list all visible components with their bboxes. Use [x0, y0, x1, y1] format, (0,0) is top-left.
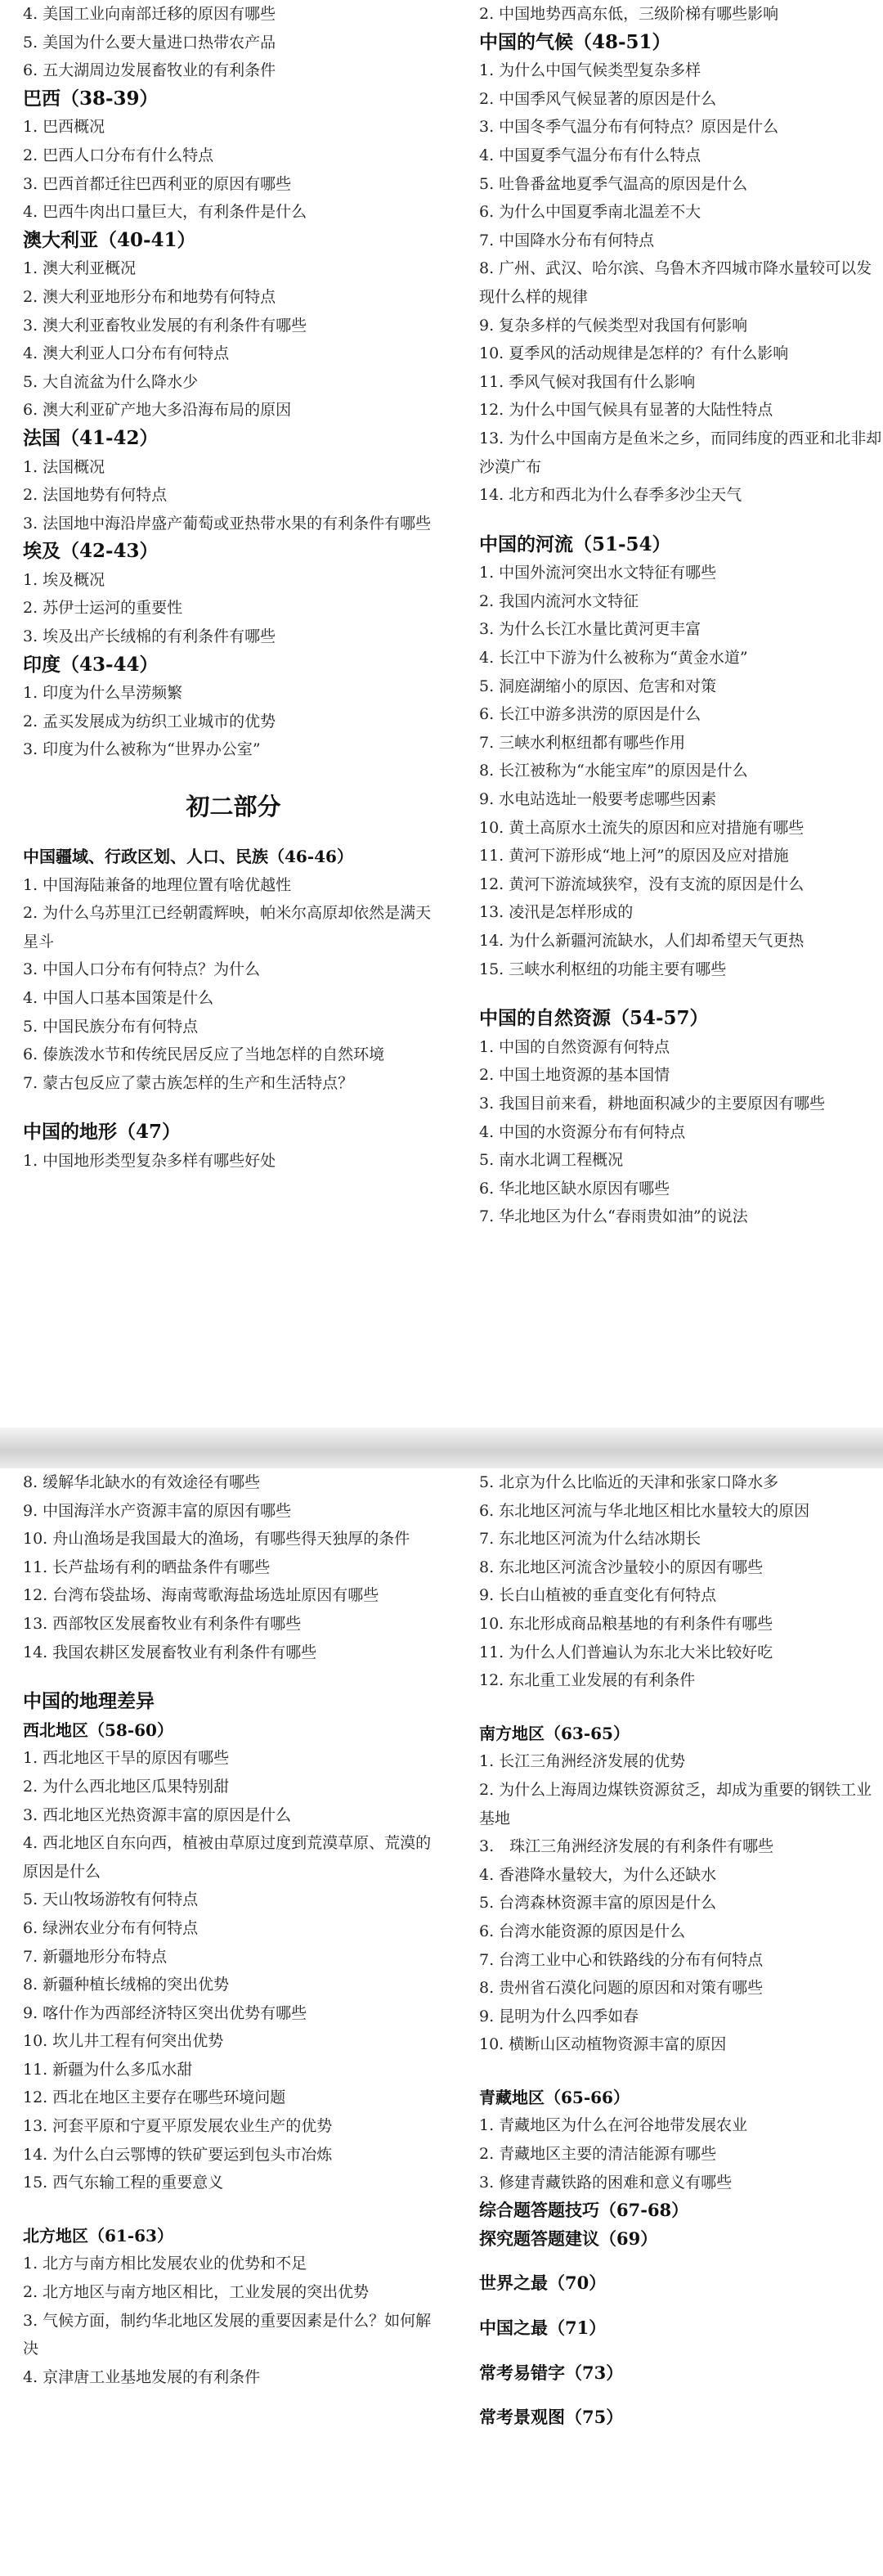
list-item: 8. 新疆种植长绒棉的突出优势: [23, 1976, 230, 1994]
list-item: 15. 西气东输工程的重要意义: [23, 2174, 224, 2192]
list-item: 10. 横断山区动植物资源丰富的原因: [479, 2035, 727, 2054]
list-item: 4. 美国工业向南部迁移的原因有哪些: [23, 5, 276, 23]
list-item: 1. 巴西概况: [23, 118, 105, 137]
list-item: 7. 华北地区为什么“春雨贵如油”的说法: [479, 1207, 748, 1226]
list-item: 4. 京津唐工业基地发展的有利条件: [23, 2367, 261, 2386]
list-item: 9. 长白山植被的垂直变化有何特点: [479, 1586, 717, 1605]
list-item: 1. 长江三角洲经济发展的优势: [479, 1752, 686, 1771]
list-item: 3. 我国目前来看，耕地面积减少的主要原因有哪些: [479, 1094, 826, 1113]
list-item: 4. 中国夏季气温分布有什么特点: [479, 146, 701, 164]
list-item: 5. 南水北调工程概况: [479, 1151, 624, 1170]
list-item: 4. 澳大利亚人口分布有何特点: [23, 344, 230, 363]
list-item: 3. 为什么长江水量比黄河更丰富: [479, 620, 701, 639]
list-item: 11. 季风气候对我国有什么影响: [479, 372, 696, 391]
list-item: 10. 夏季风的活动规律是怎样的？有什么影响: [479, 344, 789, 363]
toc-entry: 常考易错字（73）: [479, 2362, 624, 2383]
list-item: 12. 为什么中国气候具有显著的大陆性特点: [479, 401, 773, 420]
section-heading: 法国（41-42）: [23, 426, 159, 449]
list-item: 2. 法国地势有何特点: [23, 486, 168, 505]
list-item: 1. 中国外流河突出水文特征有哪些: [479, 564, 717, 582]
section-heading: 埃及（42-43）: [23, 540, 159, 563]
toc-entry: 综合题答题技巧（67-68）: [479, 2200, 689, 2221]
list-item: 1. 中国海陆兼备的地理位置有啥优越性: [23, 875, 292, 894]
list-item: 6. 台湾水能资源的原因是什么: [479, 1922, 686, 1940]
list-item: 10. 舟山渔场是我国最大的渔场，有哪些得天独厚的条件: [23, 1530, 410, 1549]
section-heading: 中国的河流（51-54）: [479, 533, 671, 555]
list-item: 6. 傣族泼水节和传统民居反应了当地怎样的自然环境: [23, 1045, 385, 1064]
list-item: 3. 中国人口分布有何特点？为什么: [23, 960, 261, 979]
list-item: 8. 贵州省石漠化问题的原因和对策有哪些: [479, 1979, 764, 1998]
list-item: 9. 中国海洋水产资源丰富的原因有哪些: [23, 1501, 292, 1520]
list-item: 11. 黄河下游形成“地上河”的原因及应对措施: [479, 847, 789, 865]
list-item: 12. 西北在地区主要存在哪些环境问题: [23, 2088, 286, 2107]
page1-right-column: [479, 0, 883, 1231]
section-heading: 巴西（38-39）: [23, 87, 159, 110]
list-item: 5. 美国为什么要大量进口热带农产品: [23, 33, 276, 52]
list-item: 7. 新疆地形分布特点: [23, 1947, 168, 1966]
section-heading: 中国的地形（47）: [23, 1121, 182, 1144]
list-item: 6. 绿洲农业分布有何特点: [23, 1918, 199, 1937]
list-item: 13. 河套平原和宁夏平原发展农业生产的优势: [23, 2117, 333, 2136]
part-title: 初二部分: [186, 793, 281, 821]
list-item: 13. 西部牧区发展畜牧业有利条件有哪些: [23, 1614, 302, 1633]
list-item: 2. 中国地势西高东低，三级阶梯有哪些影响: [479, 5, 779, 23]
list-item: 13. 凌汛是怎样形成的: [479, 903, 634, 922]
toc-entry: 中国之最（71）: [479, 2318, 607, 2339]
list-item: 6. 澳大利亚矿产地大多沿海布局的原因: [23, 401, 292, 420]
list-item: 11. 新疆为什么多瓜水甜: [23, 2060, 193, 2079]
list-item: 2. 巴西人口分布有什么特点: [23, 146, 214, 164]
list-item: 14. 为什么白云鄂博的铁矿要运到包头市冶炼: [23, 2145, 333, 2164]
list-item: 2. 中国土地资源的基本国情: [479, 1066, 670, 1085]
list-item: 3. 气候方面，制约华北地区发展的重要因素是什么？如何解决: [23, 2311, 432, 2358]
section-heading: 印度（43-44）: [23, 653, 159, 676]
list-item: 5. 中国民族分布有何特点: [23, 1017, 199, 1036]
list-item: 2. 我国内流河水文特征: [479, 591, 639, 610]
list-item: 5. 台湾森林资源丰富的原因是什么: [479, 1894, 717, 1913]
list-item: 9. 喀什作为西部经济特区突出优势有哪些: [23, 2003, 307, 2022]
list-item: 1. 法国概况: [23, 457, 105, 476]
list-item: 15. 三峡水利枢纽的功能主要有哪些: [479, 960, 727, 978]
list-item: 2. 青藏地区主要的清洁能源有哪些: [479, 2145, 717, 2164]
list-item: 6. 为什么中国夏季南北温差不大: [479, 203, 701, 222]
list-item: 1. 北方与南方相比发展农业的优势和不足: [23, 2255, 307, 2273]
toc-entry: 探究题答题建议（69）: [479, 2228, 658, 2249]
section-heading: 中国的气候（48-51）: [479, 30, 671, 53]
list-item: 12. 东北重工业发展的有利条件: [479, 1671, 696, 1690]
list-item: 9. 复杂多样的气候类型对我国有何影响: [479, 316, 748, 335]
page-separator: [0, 1427, 883, 1468]
subsection-heading: 南方地区（63-65）: [479, 1723, 630, 1743]
list-item: 10. 东北形成商品粮基地的有利条件有哪些: [479, 1614, 773, 1633]
list-item: 2. 为什么乌苏里江已经朝霞辉映，帕米尔高原却依然是满天星斗: [23, 904, 432, 951]
list-item: 7. 东北地区河流为什么结冰期长: [479, 1530, 701, 1549]
list-item: 5. 吐鲁番盆地夏季气温高的原因是什么: [479, 174, 748, 193]
list-item: 2. 澳大利亚地形分布和地势有何特点: [23, 287, 276, 306]
list-item: 3. 埃及出产长绒棉的有利条件有哪些: [23, 627, 276, 646]
toc-entry: 世界之最（70）: [479, 2273, 607, 2294]
list-item: 12. 黄河下游流域狭窄，没有支流的原因是什么: [479, 874, 805, 893]
toc-entry: 常考景观图（75）: [479, 2407, 624, 2428]
list-item: 4. 香港降水量较大，为什么还缺水: [479, 1865, 717, 1884]
subsection-heading: 中国疆域、行政区划、人口、民族（46-46）: [23, 847, 353, 867]
page1-left-column: [23, 0, 444, 1176]
subsection-heading: 北方地区（61-63）: [23, 2225, 173, 2246]
list-item: 9. 昆明为什么四季如春: [479, 2007, 639, 2025]
list-item: 1. 埃及概况: [23, 570, 105, 589]
list-item: 8. 缓解华北缺水的有效途径有哪些: [23, 1473, 261, 1491]
list-item: 3. 西北地区光热资源丰富的原因是什么: [23, 1805, 292, 1824]
page2-right-column: [479, 1468, 883, 2432]
list-item: 6. 东北地区河流与华北地区相比水量较大的原因: [479, 1501, 810, 1520]
list-item: 2. 北方地区与南方地区相比，工业发展的突出优势: [23, 2283, 370, 2302]
list-item: 14. 为什么新疆河流缺水，人们却希望天气更热: [479, 932, 805, 950]
list-item: 7. 蒙古包反应了蒙古族怎样的生产和生活特点？: [23, 1073, 354, 1092]
list-item: 4. 巴西牛肉出口量巨大，有利条件是什么: [23, 203, 307, 222]
list-item: 3. 澳大利亚畜牧业发展的有利条件有哪些: [23, 316, 307, 335]
list-item: 8. 长江被称为“水能宝库”的原因是什么: [479, 762, 748, 780]
list-item: 2. 苏伊士运河的重要性: [23, 599, 183, 618]
list-item: 5. 北京为什么比临近的天津和张家口降水多: [479, 1473, 779, 1491]
list-item: 7. 中国降水分布有何特点: [479, 231, 655, 250]
list-item: 5. 天山牧场游牧有何特点: [23, 1890, 199, 1909]
list-item: 1. 印度为什么旱涝频繁: [23, 684, 183, 703]
section-heading: 中国的地理差异: [23, 1690, 155, 1713]
list-item: 7. 台湾工业中心和铁路线的分布有何特点: [479, 1950, 764, 1969]
subsection-heading: 青藏地区（65-66）: [479, 2087, 630, 2107]
list-item: 14. 北方和西北为什么春季多沙尘天气: [479, 486, 742, 505]
list-item: 2. 为什么西北地区瓜果特别甜: [23, 1777, 230, 1796]
list-item: 6. 华北地区缺水原因有哪些: [479, 1179, 670, 1198]
list-item: 1. 青藏地区为什么在河谷地带发展农业: [479, 2116, 748, 2135]
list-item: 12. 台湾布袋盐场、海南莺歌海盐场选址原因有哪些: [23, 1586, 379, 1605]
list-item: 3. 法国地中海沿岸盛产葡萄或亚热带水果的有利条件有哪些: [23, 514, 432, 533]
list-item: 3. 中国冬季气温分布有何特点？原因是什么: [479, 118, 779, 137]
subsection-heading: 西北地区（58-60）: [23, 1720, 173, 1740]
list-item: 1. 西北地区干旱的原因有哪些: [23, 1749, 230, 1768]
list-item: 3. 巴西首都迁往巴西利亚的原因有哪些: [23, 174, 292, 193]
list-item: 1. 中国地形类型复杂多样有哪些好处: [23, 1151, 276, 1170]
list-item: 3. 珠江三角洲经济发展的有利条件有哪些: [479, 1837, 774, 1856]
list-item: 1. 澳大利亚概况: [23, 259, 137, 278]
list-item: 11. 长芦盐场有利的晒盐条件有哪些: [23, 1558, 271, 1576]
list-item: 4. 中国的水资源分布有何特点: [479, 1122, 686, 1141]
list-item: 11. 为什么人们普遍认为东北大米比较好吃: [479, 1643, 773, 1661]
list-item: 14. 我国农耕区发展畜牧业有利条件有哪些: [23, 1643, 317, 1661]
list-item: 13. 为什么中国南方是鱼米之乡，而同纬度的西亚和北非却沙漠广布: [479, 429, 882, 476]
list-item: 5. 大自流盆为什么降水少: [23, 372, 199, 391]
list-item: 1. 中国的自然资源有何特点: [479, 1037, 670, 1056]
list-item: 6. 长江中游多洪涝的原因是什么: [479, 705, 701, 724]
list-item: 10. 黄土高原水土流失的原因和应对措施有哪些: [479, 818, 805, 837]
list-item: 4. 西北地区自东向西，植被由草原过度到荒漠草原、荒漠的原因是什么: [23, 1834, 432, 1881]
list-item: 1. 为什么中国气候类型复杂多样: [479, 61, 701, 80]
section-heading: 澳大利亚（40-41）: [23, 228, 196, 251]
list-item: 8. 广州、武汉、哈尔滨、乌鲁木齐四城市降水量较可以发现什么样的规律: [479, 259, 872, 306]
document-page-2: [0, 1468, 883, 2576]
list-item: 8. 东北地区河流含沙量较小的原因有哪些: [479, 1558, 764, 1576]
list-item: 10. 坎儿井工程有何突出优势: [23, 2032, 224, 2051]
list-item: 2. 孟买发展成为纺织工业城市的优势: [23, 712, 276, 731]
list-item: 3. 修建青藏铁路的困难和意义有哪些: [479, 2173, 733, 2192]
list-item: 2. 为什么上海周边煤铁资源贫乏，却成为重要的钢铁工业基地: [479, 1780, 872, 1827]
section-heading: 中国的自然资源（54-57）: [479, 1007, 709, 1030]
list-item: 4. 中国人口基本国策是什么: [23, 989, 214, 1007]
list-item: 9. 水电站选址一般要考虑哪些因素: [479, 790, 717, 809]
list-item: 2. 中国季风气候显著的原因是什么: [479, 89, 717, 108]
list-item: 5. 洞庭湖缩小的原因、危害和对策: [479, 677, 717, 695]
list-item: 4. 长江中下游为什么被称为“黄金水道”: [479, 649, 748, 668]
list-item: 7. 三峡水利枢纽都有哪些作用: [479, 733, 686, 752]
list-item: 6. 五大湖周边发展畜牧业的有利条件: [23, 61, 276, 80]
list-item: 3. 印度为什么被称为“世界办公室”: [23, 740, 261, 759]
page2-left-column: [23, 1468, 444, 2391]
